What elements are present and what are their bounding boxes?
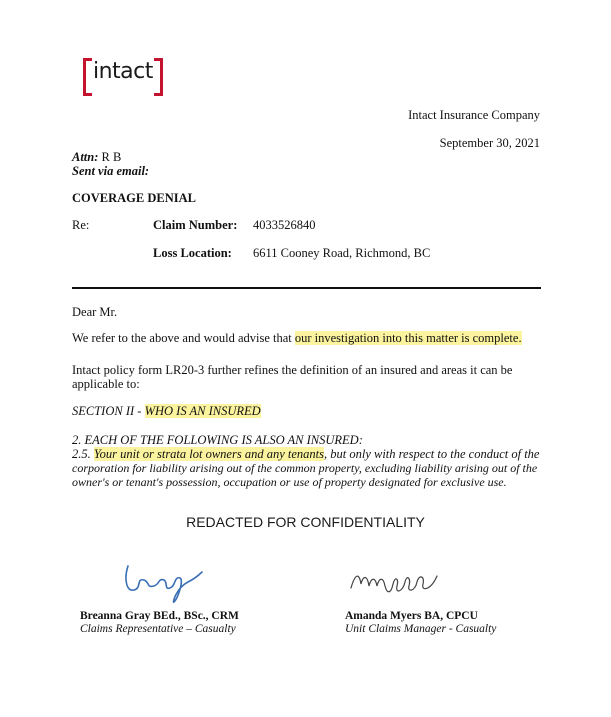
attn-label: Attn: xyxy=(72,150,99,164)
intact-logo xyxy=(83,58,163,92)
section-prefix: SECTION II - xyxy=(72,404,145,418)
logo-bracket-right xyxy=(154,58,163,96)
re-label: Re: xyxy=(72,218,90,232)
redacted-notice: REDACTED FOR CONFIDENTIALITY xyxy=(186,514,425,530)
section-divider xyxy=(72,287,541,289)
greeting: Dear Mr. xyxy=(72,305,118,319)
clause-highlight: Your unit or strata lot owners and any tenants xyxy=(93,447,324,461)
loss-location-label: Loss Location: xyxy=(153,246,232,260)
signatory-2-name: Amanda Myers BA, CPCU xyxy=(345,610,478,622)
p2-line-1: Intact policy form LR20-3 further refines the definition of an insured and areas it can be xyxy=(72,363,513,377)
clause-line-2: corporation for liability arising out of the common property, excluding liability arising out of the xyxy=(72,461,538,475)
clause-line-3: owner's or tenant's possession, occupation or use of property designated for exclusive use. xyxy=(72,475,507,489)
claim-number-label: Claim Number: xyxy=(153,218,238,232)
signatory-2-title: Unit Claims Manager - Casualty xyxy=(345,623,497,635)
section-heading xyxy=(72,404,261,419)
loss-location-value: 6611 Cooney Road, Richmond, BC xyxy=(253,246,431,260)
p1-highlight: our investigation into this matter is complete. xyxy=(294,331,522,345)
clause-line-1-rest: , but only with respect to the conduct of the xyxy=(324,447,540,461)
signature-amanda-myers xyxy=(345,564,445,598)
attn-line xyxy=(72,150,121,165)
section-highlight: WHO IS AN INSURED xyxy=(144,404,261,418)
p1-text: We refer to the above and would advise that xyxy=(72,331,295,345)
claim-number-value: 4033526840 xyxy=(253,218,316,232)
paragraph-policy xyxy=(72,363,542,391)
clause-line-1 xyxy=(72,447,552,461)
signatory-1-title: Claims Representative – Casualty xyxy=(80,623,236,635)
company-name: Intact Insurance Company xyxy=(408,108,540,122)
signatory-1-name: Breanna Gray BEd., BSc., CRM xyxy=(80,610,239,622)
logo-bracket-left xyxy=(83,58,92,96)
signature-breanna-gray xyxy=(118,558,208,606)
clause-number: 2.5. xyxy=(72,447,94,461)
p2-line-2: applicable to: xyxy=(72,377,140,391)
letter-date: September 30, 2021 xyxy=(439,136,540,150)
attn-value: R B xyxy=(101,150,122,164)
paragraph-investigation xyxy=(72,331,522,346)
policy-clause xyxy=(72,433,552,489)
clause-title: 2. EACH OF THE FOLLOWING IS ALSO AN INSURED: xyxy=(72,433,363,447)
sent-via-email: Sent via email: xyxy=(72,164,150,178)
logo-text: intact xyxy=(93,59,153,84)
subject-line: COVERAGE DENIAL xyxy=(72,191,196,205)
